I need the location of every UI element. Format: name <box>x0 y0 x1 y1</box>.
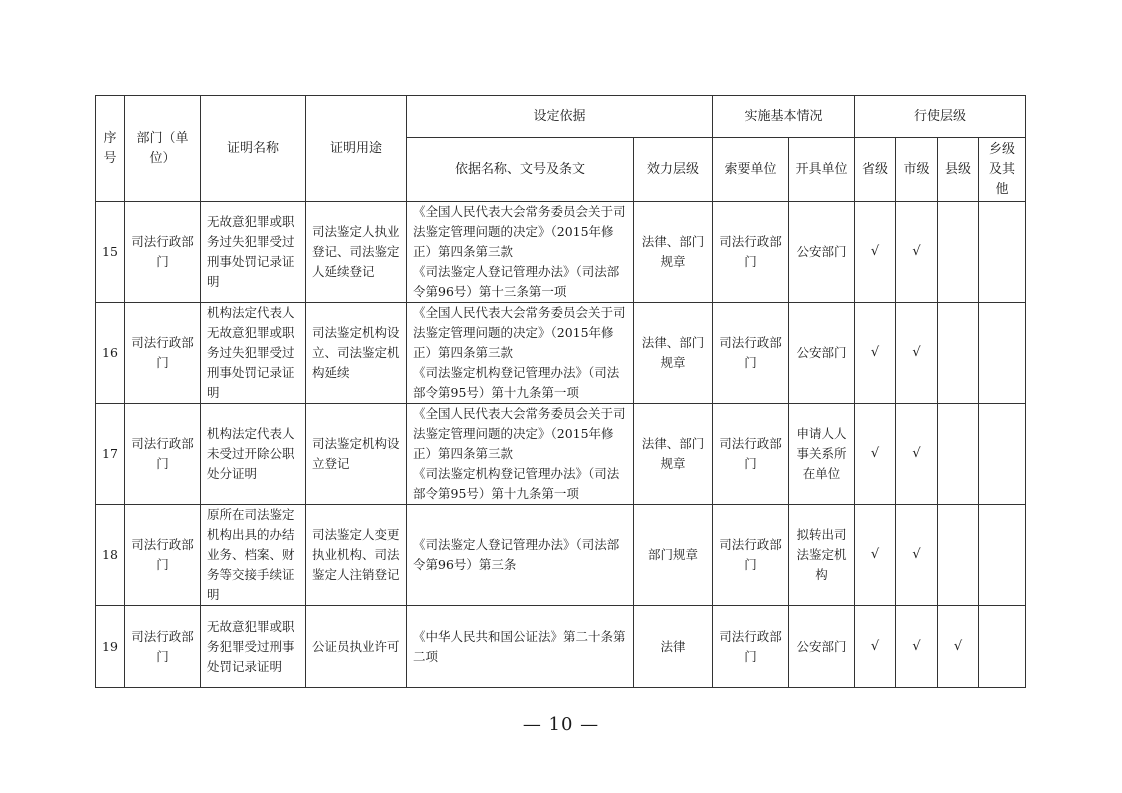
cell-county <box>938 202 979 303</box>
cell-issue: 公安部门 <box>789 303 855 404</box>
table-body <box>96 202 1026 688</box>
cell-seq: 17 <box>96 404 125 505</box>
cell-town <box>979 202 1026 303</box>
cell-issue: 申请人人事关系所在单位 <box>789 404 855 505</box>
cell-req: 司法行政部门 <box>713 404 789 505</box>
cell-county <box>938 303 979 404</box>
cell-county <box>938 404 979 505</box>
cell-level: 法律、部门规章 <box>634 303 713 404</box>
cell-city: √ <box>896 606 938 688</box>
cell-cert-use: 司法鉴定机构设立、司法鉴定机构延续 <box>306 303 407 404</box>
cell-level: 法律、部门规章 <box>634 404 713 505</box>
header-lv-county: 县级 <box>938 138 979 202</box>
cell-basis: 《全国人民代表大会常务委员会关于司法鉴定管理问题的决定》（2015年修正）第四条第三款 《司法鉴定机构登记管理办法》（司法部令第95号）第十九条第一项 <box>407 404 634 505</box>
cell-issue: 公安部门 <box>789 202 855 303</box>
cell-seq: 16 <box>96 303 125 404</box>
header-basis-level: 效力层级 <box>634 138 713 202</box>
table-row <box>96 404 1026 505</box>
table-row <box>96 202 1026 303</box>
cell-cert-use: 司法鉴定机构设立登记 <box>306 404 407 505</box>
cell-req: 司法行政部门 <box>713 202 789 303</box>
cell-county: √ <box>938 606 979 688</box>
cell-basis: 《全国人民代表大会常务委员会关于司法鉴定管理问题的决定》（2015年修正）第四条第三款 《司法鉴定人登记管理办法》（司法部令第96号）第十三条第一项 <box>407 202 634 303</box>
header-impl: 实施基本情况 <box>713 96 855 138</box>
cell-town <box>979 303 1026 404</box>
cell-province: √ <box>855 606 896 688</box>
header-impl-req: 索要单位 <box>713 138 789 202</box>
cell-dept: 司法行政部门 <box>125 303 201 404</box>
cell-seq: 18 <box>96 505 125 606</box>
cell-seq: 19 <box>96 606 125 688</box>
cell-province: √ <box>855 202 896 303</box>
header-exercise: 行使层级 <box>855 96 1026 138</box>
header-basis-name: 依据名称、文号及条文 <box>407 138 634 202</box>
cell-cert-name: 无故意犯罪或职务过失犯罪受过刑事处罚记录证明 <box>201 202 306 303</box>
cell-city: √ <box>896 303 938 404</box>
cell-cert-name: 无故意犯罪或职务犯罪受过刑事处罚记录证明 <box>201 606 306 688</box>
cell-cert-name: 机构法定代表人未受过开除公职处分证明 <box>201 404 306 505</box>
header-lv-town: 乡级及其他 <box>979 138 1026 202</box>
certificate-table <box>95 95 1026 688</box>
cell-req: 司法行政部门 <box>713 303 789 404</box>
cell-req: 司法行政部门 <box>713 606 789 688</box>
header-basis: 设定依据 <box>407 96 713 138</box>
cell-level: 法律、部门规章 <box>634 202 713 303</box>
cell-cert-use: 公证员执业许可 <box>306 606 407 688</box>
cell-town <box>979 404 1026 505</box>
cell-seq: 15 <box>96 202 125 303</box>
cell-basis: 《全国人民代表大会常务委员会关于司法鉴定管理问题的决定》（2015年修正）第四条第三款 《司法鉴定机构登记管理办法》（司法部令第95号）第十九条第一项 <box>407 303 634 404</box>
header-cert-use: 证明用途 <box>306 96 407 202</box>
header-seq: 序号 <box>96 96 125 202</box>
header-cert-name: 证明名称 <box>201 96 306 202</box>
cell-dept: 司法行政部门 <box>125 606 201 688</box>
cell-basis: 《司法鉴定人登记管理办法》（司法部令第96号）第三条 <box>407 505 634 606</box>
cell-province: √ <box>855 404 896 505</box>
table-row <box>96 606 1026 688</box>
cell-dept: 司法行政部门 <box>125 505 201 606</box>
cell-dept: 司法行政部门 <box>125 404 201 505</box>
cell-basis: 《中华人民共和国公证法》第二十条第二项 <box>407 606 634 688</box>
cell-cert-name: 原所在司法鉴定机构出具的办结业务、档案、财务等交接手续证明 <box>201 505 306 606</box>
table-row <box>96 303 1026 404</box>
cell-province: √ <box>855 303 896 404</box>
header-lv-province: 省级 <box>855 138 896 202</box>
table-header <box>96 96 1026 202</box>
header-dept: 部门（单位） <box>125 96 201 202</box>
cell-req: 司法行政部门 <box>713 505 789 606</box>
cell-issue: 公安部门 <box>789 606 855 688</box>
cell-cert-name: 机构法定代表人无故意犯罪或职务过失犯罪受过刑事处罚记录证明 <box>201 303 306 404</box>
cell-city: √ <box>896 404 938 505</box>
cell-province: √ <box>855 505 896 606</box>
cell-level: 法律 <box>634 606 713 688</box>
table-row <box>96 505 1026 606</box>
cell-county <box>938 505 979 606</box>
cell-city: √ <box>896 505 938 606</box>
cell-cert-use: 司法鉴定人变更执业机构、司法鉴定人注销登记 <box>306 505 407 606</box>
cell-city: √ <box>896 202 938 303</box>
cell-dept: 司法行政部门 <box>125 202 201 303</box>
cell-town <box>979 606 1026 688</box>
header-impl-issue: 开具单位 <box>789 138 855 202</box>
cell-level: 部门规章 <box>634 505 713 606</box>
header-lv-city: 市级 <box>896 138 938 202</box>
cell-cert-use: 司法鉴定人执业登记、司法鉴定人延续登记 <box>306 202 407 303</box>
page-number: — 10 — <box>522 714 600 735</box>
cell-issue: 拟转出司法鉴定机构 <box>789 505 855 606</box>
cell-town <box>979 505 1026 606</box>
